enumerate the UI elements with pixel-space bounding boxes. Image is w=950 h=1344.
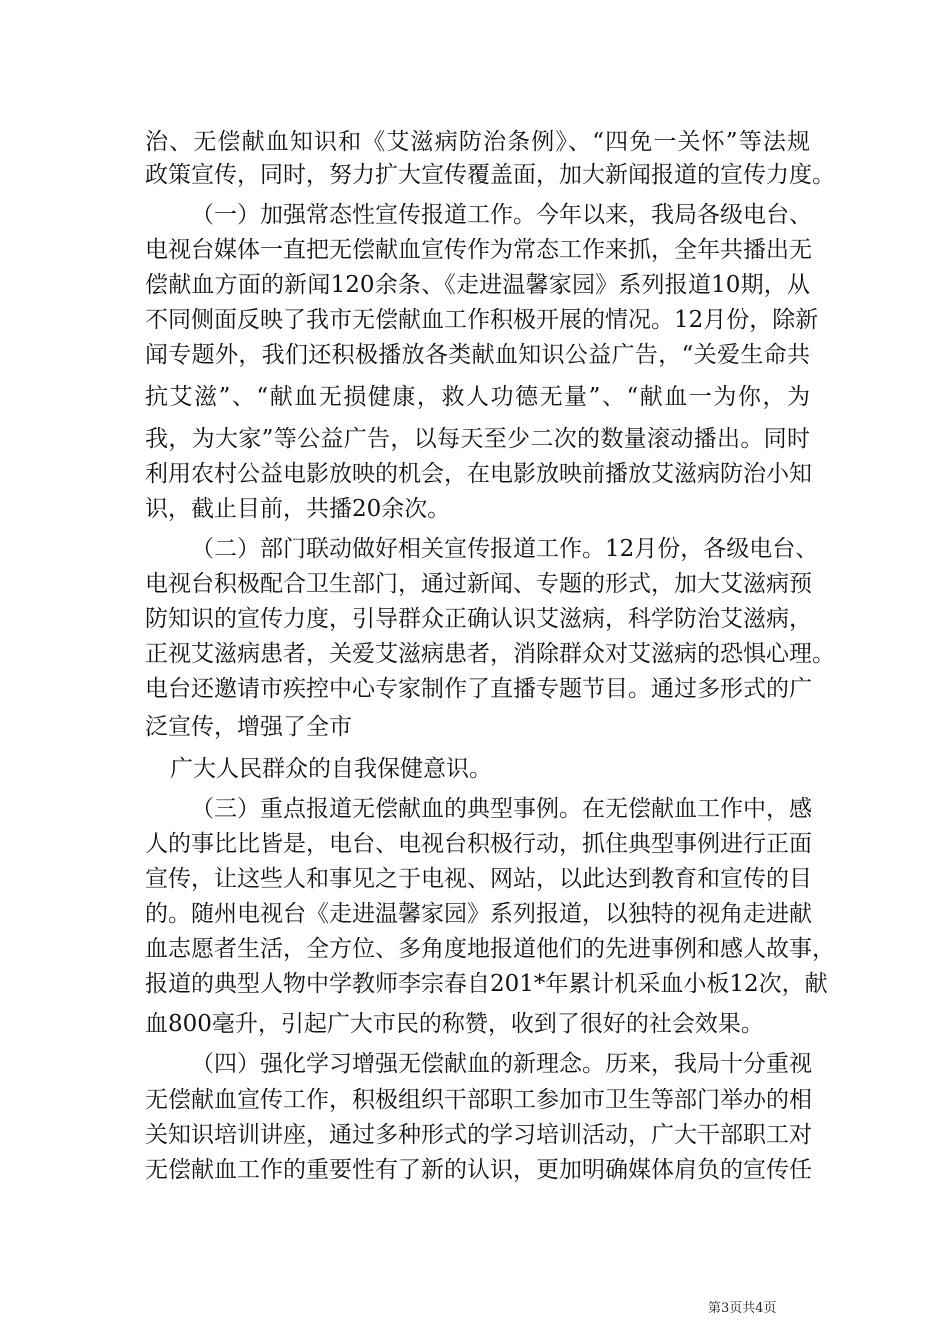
- text-line: 政策宣传，同时，努力扩大宣传覆盖面，加大新闻报道的宣传力度。: [145, 162, 835, 188]
- text-line: 电台还邀请市疾控中心专家制作了直播专题节目。通过多形式的广: [145, 676, 812, 702]
- paragraph-heading-line: （二）部门联动做好相关宣传报道工作。12月份，各级电台、: [191, 536, 819, 562]
- text-line: 宣传，让这些人和事见之于电视、网站，以此达到教育和宣传的目: [145, 866, 812, 892]
- page-number: 第3页共4页: [708, 1301, 777, 1316]
- paragraph-heading-line: （一）加强常态性宣传报道工作。今年以来，我局各级电台、: [191, 202, 812, 228]
- text-line: 血志愿者生活，全方位、多角度地报道他们的先进事例和感人故事，: [145, 936, 835, 962]
- text-line: 泛宣传，增强了全市: [145, 714, 352, 740]
- paragraph-heading-line: （三）重点报道无偿献血的典型事例。在无偿献血工作中，感: [191, 796, 812, 822]
- text-line: 我，为大家”等公益广告，以每天至少二次的数量滚动播出。同时: [145, 426, 810, 452]
- text-line: 的。随州电视台《走进温馨家园》系列报道，以独特的视角走进献: [145, 901, 812, 927]
- text-line: 无偿献血工作的重要性有了新的认识，更加明确媒体肩负的宣传任: [145, 1157, 812, 1183]
- paragraph-heading-line: （四）强化学习增强无偿献血的新理念。历来，我局十分重视: [191, 1051, 812, 1077]
- text-line: 抗艾滋”、“献血无损健康，救人功德无量”、“献血一为你，为: [145, 384, 810, 410]
- text-line: 无偿献血宣传工作，积极组织干部职工参加市卫生等部门举办的相: [145, 1087, 812, 1113]
- text-line: 识，截止目前，共播20余次。: [145, 496, 451, 522]
- text-line: 报道的典型人物中学教师李宗春自201*年累计机采血小板12次，献: [145, 971, 828, 997]
- text-line: 偿献血方面的新闻120余条、《走进温馨家园》系列报道10期，从: [145, 272, 810, 298]
- text-line: 血800毫升，引起广大市民的称赞，收到了很好的社会效果。: [145, 1011, 764, 1037]
- text-line: 闻专题外，我们还积极播放各类献血知识公益广告，“关爱生命共: [145, 342, 810, 368]
- text-line: 关知识培训讲座，通过多种形式的学习培训活动，广大干部职工对: [145, 1122, 812, 1148]
- text-line: 电视台积极配合卫生部门，通过新闻、专题的形式，加大艾滋病预: [145, 571, 812, 597]
- text-line: 广大人民群众的自我保健意识。: [170, 756, 492, 782]
- text-line: 正视艾滋病患者，关爱艾滋病患者，消除群众对艾滋病的恐惧心理。: [145, 641, 835, 667]
- text-line: 人的事比比皆是，电台、电视台积极行动，抓住典型事例进行正面: [145, 831, 812, 857]
- text-line: 不同侧面反映了我市无偿献血工作积极开展的情况。12月份，除新: [145, 307, 819, 333]
- text-line: 利用农村公益电影放映的机会，在电影放映前播放艾滋病防治小知: [145, 461, 812, 487]
- text-line: 防知识的宣传力度，引导群众正确认识艾滋病，科学防治艾滋病，: [145, 606, 812, 632]
- text-line: 电视台媒体一直把无偿献血宣传作为常态工作来抓，全年共播出无: [145, 237, 812, 263]
- text-line: 治、无偿献血知识和《艾滋病防治条例》、“四免一关怀”等法规: [145, 129, 810, 155]
